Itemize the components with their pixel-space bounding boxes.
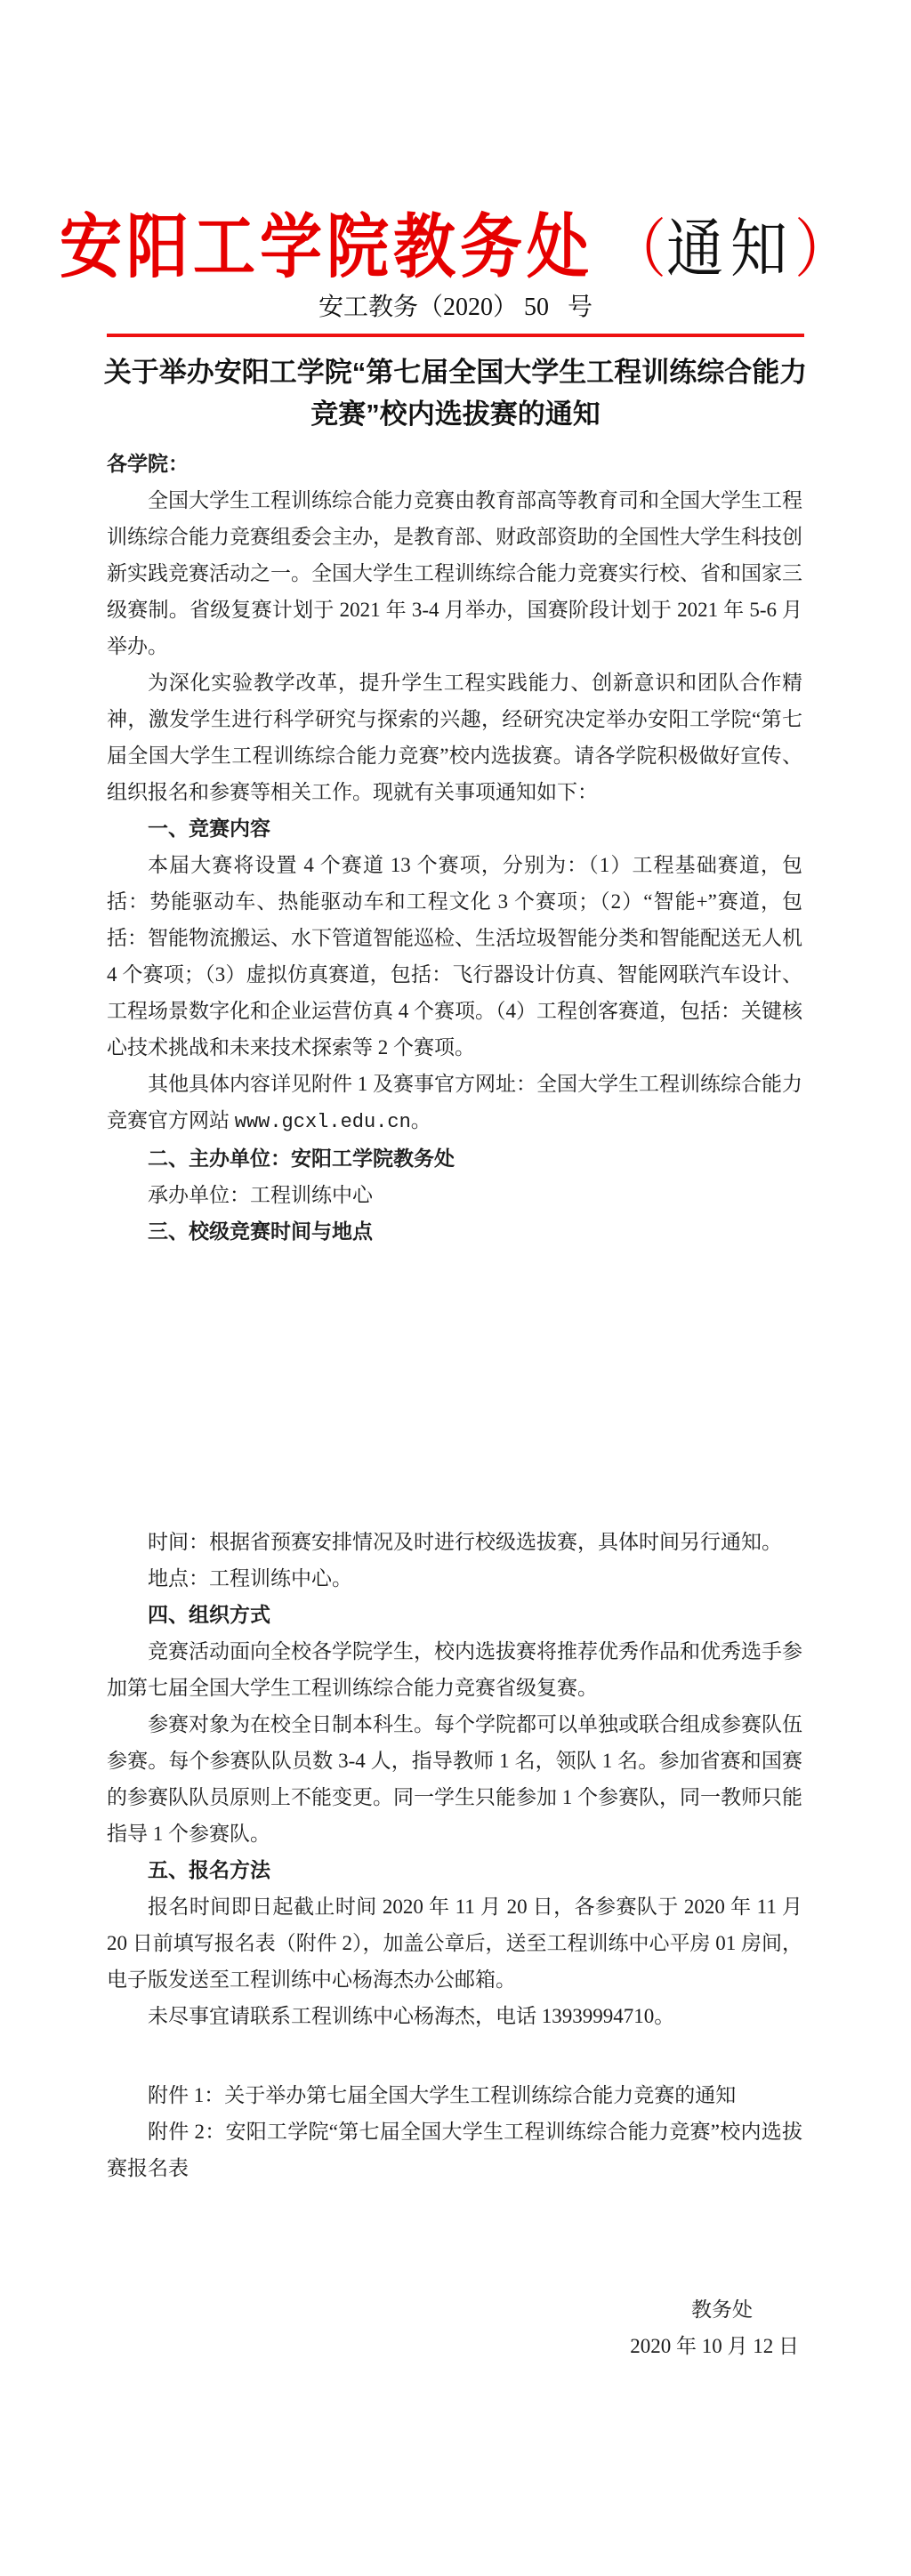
notice-title bbox=[0, 351, 911, 435]
red-divider-line bbox=[107, 334, 804, 337]
masthead-paren-open-mark: （ bbox=[609, 213, 666, 286]
masthead-org-name: 安阳工学院教务处 bbox=[60, 210, 593, 287]
notice-title-line-2: 竞赛”校内选拔赛的通知 bbox=[310, 398, 601, 430]
section-4-paragraph-1: 竞赛活动面向全校各学院学生，校内选拔赛将推荐优秀作品和优秀选手参加第七届全国大学生工程训练综合能力竞赛省级复赛。 bbox=[107, 1640, 802, 1699]
intro-paragraph-2: 为深化实验教学改革，提升学生工程实践能力、创新意识和团队合作精神，激发学生进行科学研究与探索的兴趣，经研究决定举办安阳工学院“第七届全国大学生工程训练综合能力竞赛”校内选拔赛。请各学院积极做好宣传、组织报名和参赛等相关工作。现就有关事项通知如下： bbox=[107, 672, 802, 803]
section-3-place-line: 地点：工程训练中心。 bbox=[148, 1567, 352, 1590]
section-4-heading: 四、组织方式 bbox=[148, 1603, 270, 1626]
section-2-heading: 二、主办单位：安阳工学院教务处 bbox=[148, 1147, 455, 1170]
section-1-paragraph-2-text: 其他具体内容详见附件 1 及赛事官方网址：全国大学生工程训练综合能力竞赛官方网站 bbox=[107, 1073, 802, 1131]
attachment-2: 附件 2：安阳工学院“第七届全国大学生工程训练综合能力竞赛”校内选拔赛报名表 bbox=[107, 2121, 802, 2179]
document-body bbox=[0, 446, 911, 2364]
salutation: 各学院： bbox=[107, 453, 189, 475]
signature-block bbox=[107, 2291, 802, 2364]
masthead-notice-label: 通知 bbox=[666, 213, 794, 286]
section-1-paragraph-2 bbox=[107, 1066, 802, 1140]
section-1-paragraph-1: 本届大赛将设置 4 个赛道 13 个赛项，分别为：（1）工程基础赛道，包括：势能驱动车、热能驱动车和工程文化 3 个赛项；（2）“智能+”赛道，包括：智能物流搬运、水下管道智能巡检、生活垃圾智能分类和智能配送无人机 4 个赛项；（3）虚拟仿真赛道，包括：飞行器设计仿真、智能网联汽车设计、工程场景数字化和企业运营仿真 4 个赛项。（4）工程创客赛道，包括：关键核心技术挑战和未来技术探索等 2 个赛项。 bbox=[107, 854, 802, 1059]
section-1-paragraph-2-period: 。 bbox=[410, 1109, 431, 1131]
section-3-time-line: 时间：根据省预赛安排情况及时进行校级选拔赛，具体时间另行通知。 bbox=[148, 1531, 782, 1553]
section-4-paragraph-2: 参赛对象为在校全日制本科生。每个学院都可以单独或联合组成参赛队伍参赛。每个参赛队队员数 3-4 人，指导教师 1 名，领队 1 名。参加省赛和国赛的参赛队队员原则上不能变更。同一学生只能参加 1 个参赛队，同一教师只能指导 1 个参赛队。 bbox=[107, 1713, 802, 1845]
section-3-heading: 三、校级竞赛时间与地点 bbox=[148, 1220, 373, 1243]
signature-date: 2020 年 10 月 12 日 bbox=[630, 2335, 799, 2357]
competition-website-url: www.gcxl.edu.cn bbox=[234, 1111, 411, 1133]
document-number: 安工教务（2020） 50 号 bbox=[318, 294, 593, 321]
masthead-paren-close-mark: ） bbox=[794, 213, 851, 286]
section-1-heading: 一、竞赛内容 bbox=[148, 817, 270, 840]
notice-title-line-1: 关于举办安阳工学院“第七届全国大学生工程训练综合能力 bbox=[103, 357, 808, 388]
attachment-1: 附件 1：关于举办第七届全国大学生工程训练综合能力竞赛的通知 bbox=[148, 2084, 737, 2106]
blank-space bbox=[107, 1250, 802, 1524]
section-5-paragraph-1: 报名时间即日起截止时间 2020 年 11 月 20 日，各参赛队于 2020 年 11 月 20 日前填写报名表（附件 2），加盖公章后，送至工程训练中心平房 01 房间，电子版发送至工程训练中心杨海杰办公邮箱。 bbox=[107, 1896, 802, 1991]
attachments-block bbox=[107, 2077, 802, 2186]
signature-org: 教务处 bbox=[691, 2298, 753, 2321]
section-5-heading: 五、报名方法 bbox=[148, 1858, 270, 1881]
masthead bbox=[0, 0, 911, 292]
section-5-paragraph-2: 未尽事宜请联系工程训练中心杨海杰，电话 13939994710。 bbox=[148, 2005, 675, 2027]
section-2-organizer-line: 承办单位：工程训练中心 bbox=[148, 1184, 373, 1206]
intro-paragraph-1: 全国大学生工程训练综合能力竞赛由教育部高等教育司和全国大学生工程训练综合能力竞赛组委会主办，是教育部、财政部资助的全国性大学生科技创新实践竞赛活动之一。全国大学生工程训练综合能力竞赛实行校、省和国家三级赛制。省级复赛计划于 2021 年 3-4 月举办，国赛阶段计划于 2021 年 5-6 月举办。 bbox=[107, 489, 802, 657]
